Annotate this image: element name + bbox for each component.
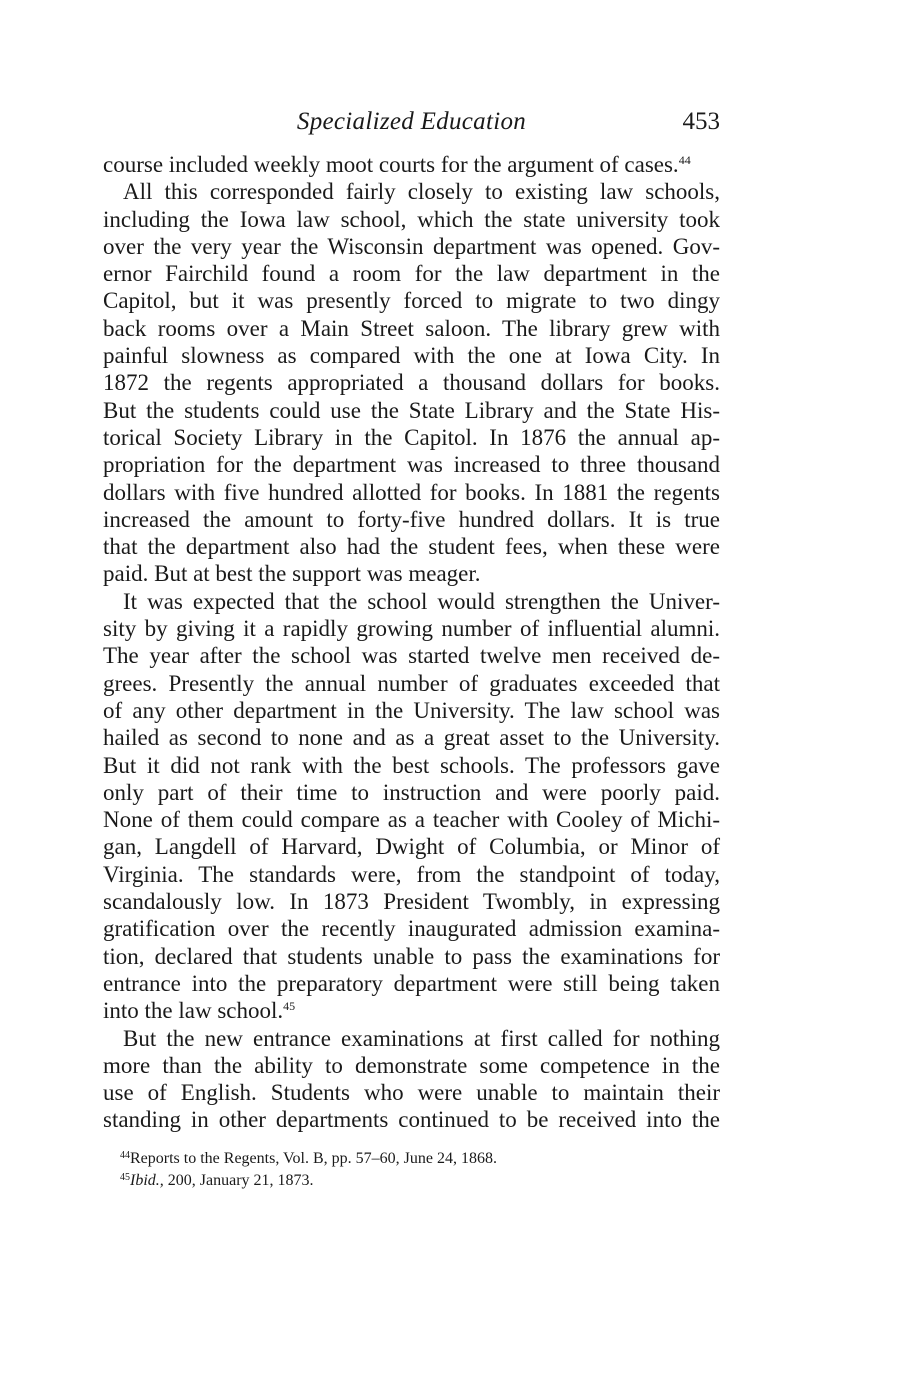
text-line <box>103 615 720 642</box>
text-line-content: dollars with five hundred allotted for books. In 1881 the regents <box>103 479 720 505</box>
text-line-content: including the Iowa law school, which the state university took <box>103 206 720 232</box>
text-line-content: ernor Fairchild found a room for the law department in the <box>103 261 720 287</box>
text-line-content: use of English. Students who were unable to maintain their <box>103 1080 720 1106</box>
text-line <box>103 697 720 724</box>
text-line-content: that the department also had the student fees, when these were <box>103 534 720 560</box>
text-line-content: sity by giving it a rapidly growing number of influential alumni. <box>103 616 720 642</box>
text-line <box>103 642 720 669</box>
text-line <box>103 779 720 806</box>
text-line-content: gratification over the recently inaugurated admission examina- <box>103 916 720 942</box>
text-line-content: grees. Presently the annual number of graduates exceeded that <box>103 670 720 696</box>
text-line <box>103 451 720 478</box>
text-line-content: But the new entrance examinations at first called for nothing <box>123 1025 720 1051</box>
text-line <box>103 806 720 833</box>
running-head <box>103 108 720 144</box>
text-line-content: tion, declared that students unable to pass the examinations for <box>103 943 720 969</box>
footnote-italic-text: Ibid., <box>130 1172 164 1189</box>
text-line-content: The year after the school was started twelve men received de- <box>103 643 720 669</box>
text-line <box>103 588 720 615</box>
page-number: 453 <box>682 108 720 135</box>
text-line-content: course included weekly moot courts for the argument of cases. <box>103 152 679 177</box>
text-line <box>103 560 720 587</box>
footnote-text: 200, January 21, 1873. <box>163 1172 314 1189</box>
text-line-content: standing in other departments continued to be received into the <box>103 1107 720 1133</box>
text-line <box>103 397 720 424</box>
text-line-content: But the students could use the State Library and the State His- <box>103 397 720 423</box>
text-line <box>103 943 720 970</box>
text-line-content: 1872 the regents appropriated a thousand dollars for books. <box>103 370 720 396</box>
text-line <box>103 997 720 1024</box>
text-line-content: paid. But at best the support was meager. <box>103 561 481 587</box>
text-line <box>103 915 720 942</box>
text-line-content: more than the ability to demonstrate some competence in the <box>103 1052 720 1078</box>
footnote <box>120 1148 720 1170</box>
text-line-content: painful slowness as compared with the one at Iowa City. In <box>103 343 720 369</box>
text-line <box>103 1079 720 1106</box>
text-line-content: hailed as second to none and as a great asset to the University. <box>103 725 720 751</box>
text-line-content: It was expected that the school would strengthen the Univer- <box>123 588 720 614</box>
text-line-content: increased the amount to forty-five hundred dollars. It is true <box>103 506 720 532</box>
text-line-content: Virginia. The standards were, from the standpoint of today, <box>103 861 720 887</box>
text-line-content: entrance into the preparatory department were still being taken <box>103 970 720 996</box>
footnote-text: Reports to the Regents, Vol. B, pp. 57–60, June 24, 1868. <box>130 1150 497 1167</box>
text-line-content: propriation for the department was increased to three thousand <box>103 452 720 478</box>
footnote-mark: 45 <box>120 1172 130 1183</box>
text-line <box>103 1106 720 1133</box>
text-line-content: All this corresponded fairly closely to existing law schools, <box>123 179 720 205</box>
text-line-content: torical Society Library in the Capitol. In 1876 the annual ap- <box>103 424 720 450</box>
text-line-content: into the law school. <box>103 998 284 1024</box>
text-line <box>103 260 720 287</box>
text-line <box>103 479 720 506</box>
text-line-content: But it did not rank with the best schools. The professors gave <box>103 752 720 778</box>
text-line <box>103 752 720 779</box>
text-line-content: scandalously low. In 1873 President Twombly, in expressing <box>103 889 720 915</box>
text-line <box>103 424 720 451</box>
text-line-content: gan, Langdell of Harvard, Dwight of Columbia, or Minor of <box>103 834 720 860</box>
text-line <box>103 315 720 342</box>
text-line <box>103 670 720 697</box>
text-line <box>103 970 720 997</box>
text-line-content: Capitol, but it was presently forced to migrate to two dingy <box>103 288 720 314</box>
footnote <box>120 1170 720 1192</box>
text-line-content: None of them could compare as a teacher with Cooley of Michi- <box>103 807 720 833</box>
text-line <box>103 506 720 533</box>
text-line <box>103 1052 720 1079</box>
footnote-reference: 45 <box>283 999 296 1014</box>
text-line-content: over the very year the Wisconsin department was opened. Gov- <box>103 233 720 259</box>
text-line <box>103 151 720 178</box>
text-line <box>103 533 720 560</box>
text-line-content: back rooms over a Main Street saloon. The library grew with <box>103 315 720 341</box>
running-title: Specialized Education <box>296 108 527 135</box>
footnote-mark: 44 <box>120 1150 130 1161</box>
footnote-reference: 44 <box>678 153 691 167</box>
text-line <box>103 1025 720 1052</box>
footnotes <box>120 1148 720 1192</box>
text-line <box>103 369 720 396</box>
text-line <box>103 233 720 260</box>
text-line <box>103 342 720 369</box>
text-line-content: only part of their time to instruction and were poorly paid. <box>103 779 720 805</box>
text-line <box>103 833 720 860</box>
body-text <box>103 151 720 1134</box>
text-line <box>103 861 720 888</box>
text-line-content: of any other department in the University. The law school was <box>103 697 720 723</box>
text-line <box>103 888 720 915</box>
text-line <box>103 287 720 314</box>
text-line <box>103 178 720 205</box>
text-line <box>103 724 720 751</box>
text-line <box>103 206 720 233</box>
